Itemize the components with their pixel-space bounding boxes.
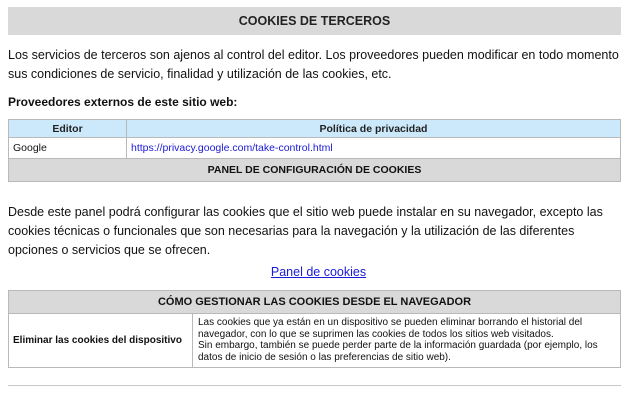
providers-heading: Proveedores externos de este sitio web: bbox=[8, 95, 238, 109]
delete-cookies-description bbox=[193, 314, 621, 368]
intro-paragraph: Los servicios de terceros son ajenos al control del editor. Los proveedores pueden modificar en todo momento sus condiciones de servicio, finalidad y utilización de las cookies, etc. bbox=[8, 48, 619, 81]
config-panel-paragraph: Desde este panel podrá configurar las cookies que el sitio web puede instalar en su navegador, excepto las cookies técnicas o funcionales que son necesarias para la navegación y la utilización de las diferentes opciones o servicios que se ofrecen. bbox=[8, 205, 603, 257]
table-header-row bbox=[9, 120, 621, 138]
column-header-editor: Editor bbox=[9, 120, 127, 138]
column-header-privacy-policy: Política de privacidad bbox=[127, 120, 621, 138]
delete-cookies-text-2: Sin embargo, también se puede perder parte de la información guardada (por ejemplo, los datos de inicio de sesión o las preferencias de sitio web). bbox=[198, 340, 598, 363]
browser-management-table bbox=[8, 290, 621, 368]
table-row bbox=[9, 138, 621, 159]
provider-editor-cell: Google bbox=[9, 138, 127, 159]
browser-section-title: CÓMO GESTIONAR LAS COOKIES DESDE EL NAVEGADOR bbox=[9, 291, 621, 314]
config-panel-header-row bbox=[9, 159, 621, 182]
config-panel-title: PANEL DE CONFIGURACIÓN DE COOKIES bbox=[9, 159, 621, 182]
delete-cookies-text: Las cookies que ya están en un dispositivo se pueden eliminar borrando el historial del navegador, con lo que se suprimen las cookies de todos los sitios web visitados. bbox=[198, 317, 583, 340]
providers-table bbox=[8, 119, 621, 182]
bottom-divider bbox=[8, 385, 621, 386]
table-row bbox=[9, 314, 621, 368]
provider-policy-cell bbox=[127, 138, 621, 159]
privacy-policy-link[interactable]: https://privacy.google.com/take-control.html bbox=[131, 142, 333, 154]
cookies-panel-link[interactable]: Panel de cookies bbox=[270, 265, 367, 279]
cookies-panel-link-container bbox=[0, 265, 625, 279]
section-title-third-party-cookies: COOKIES DE TERCEROS bbox=[8, 7, 621, 35]
delete-cookies-label: Eliminar las cookies del dispositivo bbox=[9, 314, 193, 368]
browser-table-header-row bbox=[9, 291, 621, 314]
